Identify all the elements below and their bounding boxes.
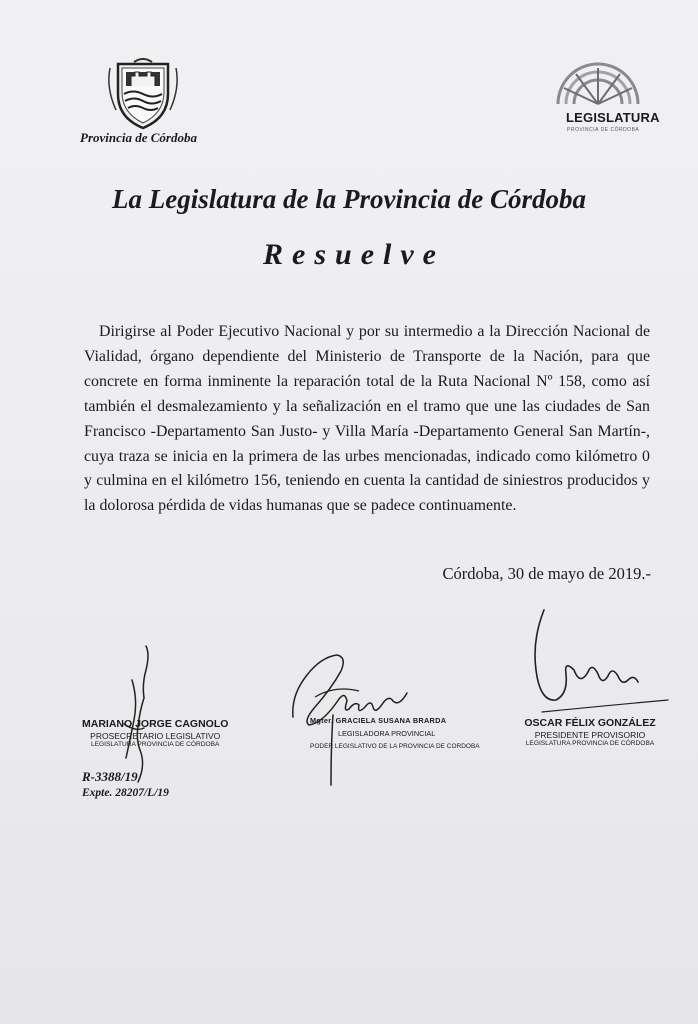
expediente-number: Expte. 28207/L/19 (82, 787, 169, 799)
signature-block-3 (520, 717, 660, 747)
signer-3-title: PRESIDENTE PROVISORIO (534, 730, 646, 740)
signature-block-1 (82, 718, 228, 748)
signer-2-title: LEGISLADORA PROVINCIAL (338, 729, 436, 738)
signer-1-org: LEGISLATURA PROVINCIA DE CÓRDOBA (90, 741, 220, 748)
signer-2-org: PODER LEGISLATIVO DE LA PROVINCIA DE CORDOBA (310, 743, 480, 750)
province-name: Provincia de Córdoba (80, 130, 197, 145)
legislatura-name: LEGISLATURA (566, 110, 660, 125)
document-heading: Resuelve (263, 238, 445, 271)
signer-2-name: Mgter. GRACIELA SUSANA BRARDA (310, 716, 447, 725)
legislatura-logo-icon (548, 56, 648, 106)
resolution-number: R-3388/19 (82, 769, 138, 784)
signature-gonzalez (522, 600, 672, 718)
signer-1-title: PROSECRETARIO LEGISLATIVO (90, 731, 221, 741)
provincia-crest-icon (104, 58, 182, 130)
signer-3-name: OSCAR FÉLIX GONZÁLEZ (524, 717, 656, 729)
signature-cagnolo (110, 640, 160, 790)
signer-3-org: LEGISLATURA PROVINCIA DE CÓRDOBA (525, 740, 655, 747)
legislatura-subtitle: PROVINCIA DE CÓRDOBA (567, 127, 640, 133)
document-date: Córdoba, 30 de mayo de 2019.- (442, 564, 651, 583)
signer-1-name: MARIANO JORGE CAGNOLO (82, 718, 229, 730)
document-title: La Legislatura de la Provincia de Córdoba (112, 184, 586, 214)
resolution-body: Dirigirse al Poder Ejecutivo Nacional y por su intermedio a la Dirección Nacional de Vialidad, órgano dependiente del Ministerio de Transporte de la Nación, para que concrete en forma inminente la reparación total de la Ruta Nacional Nº 158, como así también el desmalezamiento y la señalización en el tramo que une las ciudades de San Francisco -Departamento San Justo- y Villa María -Departamento General San Martín-, cuya traza se inicia en la primera de las urbes mencionadas, indicado como kilómetro 0 y culmina en el kilómetro 156, teniendo en cuenta la cantidad de siniestros producidos y la dolorosa pérdida de vidas humanas que se padece continuamente. (84, 323, 650, 515)
signature-block-2 (310, 716, 480, 750)
